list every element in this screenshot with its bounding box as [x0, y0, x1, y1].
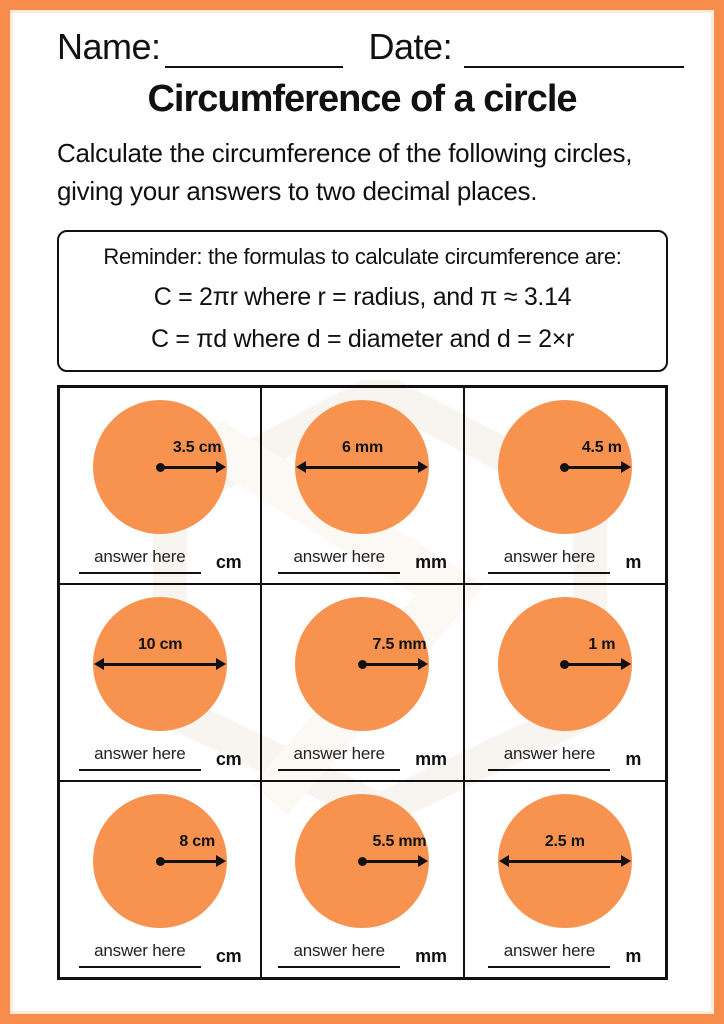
problem-cell-4: [59, 584, 261, 781]
page-title: Circumference of a circle: [147, 78, 577, 120]
answer-blank[interactable]: [488, 966, 610, 969]
answer-area: [60, 547, 260, 575]
unit-label: m: [625, 749, 642, 770]
answer-blank[interactable]: [278, 769, 400, 772]
answer-blank[interactable]: [278, 572, 400, 575]
measure-arrow: [102, 663, 218, 666]
instructions-text: Calculate the circumference of the following circles, giving your answers to two decimal places.: [57, 138, 633, 206]
unit-label: mm: [415, 552, 447, 573]
measure-label: 10 cm: [137, 636, 183, 654]
answer-here-label: answer here: [503, 940, 596, 960]
answer-blank[interactable]: [79, 769, 201, 772]
answer-here-label: answer here: [94, 743, 186, 763]
measure-label: 3.5 cm: [172, 439, 222, 457]
answer-here-label: answer here: [293, 546, 385, 566]
answer-area: [465, 547, 665, 575]
answer-here-label: answer here: [503, 743, 596, 763]
arrowhead-right-icon: [621, 855, 631, 867]
measure-label: 5.5 mm: [372, 833, 427, 851]
measure-label: 7.5 mm: [372, 636, 427, 654]
problem-cell-2: [261, 387, 463, 584]
worksheet-header: [10, 10, 714, 68]
unit-label: mm: [415, 946, 447, 967]
measure-arrow: [507, 860, 623, 863]
measure-arrow: [565, 466, 623, 469]
arrowhead-right-icon: [621, 461, 631, 473]
problem-cell-9: [464, 781, 666, 978]
arrowhead-right-icon: [418, 855, 428, 867]
arrowhead-left-icon: [296, 461, 306, 473]
arrowhead-right-icon: [418, 461, 428, 473]
unit-label: cm: [215, 552, 242, 573]
answer-area: [60, 744, 260, 772]
problem-cell-1: [59, 387, 261, 584]
name-blank[interactable]: [165, 34, 343, 68]
answer-area: [262, 941, 462, 969]
answer-blank[interactable]: [79, 572, 201, 575]
measure-label: 4.5 m: [581, 439, 622, 457]
arrowhead-right-icon: [216, 658, 226, 670]
measure-label: 6 mm: [341, 439, 383, 457]
formula-diameter: C = πd where d = diameter and d = 2×r: [150, 325, 575, 354]
arrowhead-right-icon: [216, 461, 226, 473]
arrowhead-right-icon: [216, 855, 226, 867]
answer-area: [262, 744, 462, 772]
problem-cell-8: [261, 781, 463, 978]
name-label: Name:: [57, 26, 161, 67]
problem-cell-6: [464, 584, 666, 781]
answer-blank[interactable]: [79, 966, 201, 969]
unit-label: cm: [215, 946, 242, 967]
unit-label: m: [625, 946, 642, 967]
answer-blank[interactable]: [278, 966, 400, 969]
unit-label: m: [625, 552, 642, 573]
arrowhead-left-icon: [499, 855, 509, 867]
problem-cell-7: [59, 781, 261, 978]
date-label: Date:: [368, 26, 453, 67]
unit-label: cm: [215, 749, 242, 770]
measure-label: 8 cm: [179, 833, 215, 851]
answer-area: [465, 941, 665, 969]
answer-area: [465, 744, 665, 772]
measure-arrow: [160, 466, 218, 469]
answer-area: [262, 547, 462, 575]
answer-here-label: answer here: [94, 940, 186, 960]
answer-here-label: answer here: [293, 743, 385, 763]
date-blank[interactable]: [464, 34, 684, 68]
answer-here-label: answer here: [94, 546, 186, 566]
answer-blank[interactable]: [488, 769, 610, 772]
answer-here-label: answer here: [503, 546, 596, 566]
arrowhead-left-icon: [94, 658, 104, 670]
answer-blank[interactable]: [488, 572, 610, 575]
formula-radius: C = 2πr where r = radius, and π ≈ 3.14: [153, 283, 572, 312]
reminder-title: Reminder: the formulas to calculate circumference are:: [103, 244, 622, 270]
reminder-box: [57, 230, 668, 372]
measure-label: 2.5 m: [544, 833, 585, 851]
problem-cell-5: [261, 584, 463, 781]
answer-area: [60, 941, 260, 969]
problems-grid: [57, 385, 668, 980]
arrowhead-right-icon: [418, 658, 428, 670]
measure-arrow: [304, 466, 420, 469]
measure-label: 1 m: [588, 636, 616, 654]
measure-arrow: [160, 860, 218, 863]
arrowhead-right-icon: [621, 658, 631, 670]
answer-here-label: answer here: [293, 940, 385, 960]
problem-cell-3: [464, 387, 666, 584]
measure-arrow: [565, 663, 623, 666]
measure-arrow: [362, 860, 420, 863]
unit-label: mm: [415, 749, 447, 770]
measure-arrow: [362, 663, 420, 666]
